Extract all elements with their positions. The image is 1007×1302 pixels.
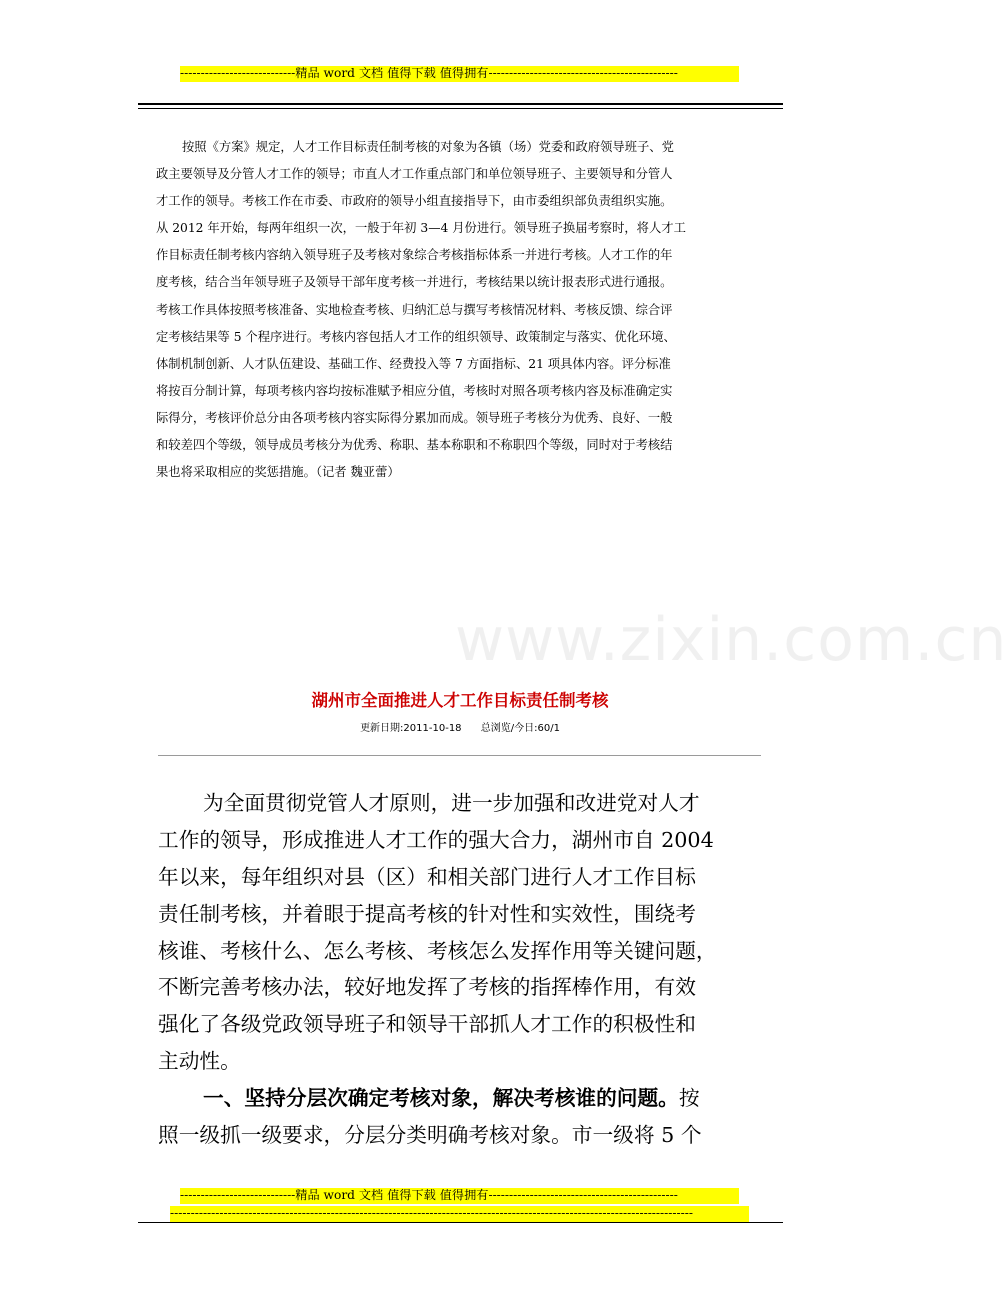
body-line: 强化了各级党政领导班子和领导干部抓人才工作的积极性和 <box>158 1012 696 1037</box>
intro-line: 度考核，结合当年领导班子及领导干部年度考核一并进行，考核结果以统计报表形式进行通报。 <box>156 275 673 290</box>
footer-banner-dashes <box>170 1206 749 1222</box>
body-line: 核谁、考核什么、怎么考核、考核怎么发挥作用等关键问题， <box>158 938 717 963</box>
body-line: 为全面贯彻党管人才原则，进一步加强和改进党对人才 <box>203 791 700 815</box>
body-line: 不断完善考核办法，较好地发挥了考核的指挥棒作用，有效 <box>158 975 696 1000</box>
intro-line: 定考核结果等 5 个程序进行。考核内容包括人才工作的组织领导、政策制定与落实、优化环境、 <box>156 329 676 344</box>
article-meta <box>0 721 920 737</box>
intro-line: 考核工作具体按照考核准备、实地检查考核、归纳汇总与撰写考核情况材料、考核反馈、综合评 <box>156 302 673 317</box>
body-line: 主动性。 <box>158 1049 241 1074</box>
article-title: 湖州市全面推进人才工作目标责任制考核 <box>311 691 609 710</box>
intro-line: 果也将采取相应的奖惩措施。（记者 魏亚蕾） <box>156 465 400 480</box>
intro-paragraph <box>156 134 768 486</box>
intro-line: 从 2012 年开始，每两年组织一次，一般于年初 3—4 月份进行。领导班子换届考察时，将人才工 <box>156 221 686 236</box>
header-banner <box>180 66 739 82</box>
intro-line: 按照《方案》规定，人才工作目标责任制考核的对象为各镇（场）党委和政府领导班子、党 <box>182 140 674 154</box>
footer-rule <box>138 1222 783 1223</box>
intro-line: 际得分，考核评价总分由各项考核内容实际得分累加而成。领导班子考核分为优秀、良好、一般 <box>156 410 673 425</box>
footer-banner-text: ----------------------------精品 word 文档 值得下载 值得拥有---------------------------------------------- <box>180 1188 678 1202</box>
article-body <box>158 785 768 1154</box>
watermark: www.zixin.com.cn <box>455 605 1007 675</box>
section-heading-line <box>158 1080 768 1117</box>
meta-divider <box>158 755 761 756</box>
footer-dashes-text: ------------------------------------------------------------------------------------------------------------------------------- <box>170 1206 693 1220</box>
body-line: 责任制考核，并着眼于提高考核的针对性和实效性，围绕考 <box>158 901 696 926</box>
header-rule-thick <box>138 103 783 105</box>
section-text: 按 <box>678 1086 700 1111</box>
intro-line: 作目标责任制考核内容纳入领导班子及考核对象综合考核指标体系一并进行考核。人才工作的年 <box>156 248 673 263</box>
body-line: 照一级抓一级要求，分层分类明确考核对象。市一级将 5 个 <box>158 1123 702 1148</box>
header-banner-text: ----------------------------精品 word 文档 值得下载 值得拥有---------------------------------------------- <box>180 66 678 80</box>
intro-line: 将按百分制计算，每项考核内容均按标准赋予相应分值，考核时对照各项考核内容及标准确定实 <box>156 383 673 398</box>
update-date: 更新日期:2011-10-18 <box>360 723 462 734</box>
intro-line: 政主要领导及分管人才工作的领导；市直人才工作重点部门和单位领导班子、主要领导和分管人 <box>156 167 673 182</box>
body-line: 工作的领导，形成推进人才工作的强大合力，湖州市自 2004 <box>158 827 714 852</box>
intro-line: 和较差四个等级，领导成员考核分为优秀、称职、基本称职和不称职四个等级，同时对于考核结 <box>156 438 673 453</box>
footer-banner <box>180 1188 739 1204</box>
section-heading: 一、坚持分层次确定考核对象，解决考核谁的问题。 <box>203 1086 679 1111</box>
body-line: 年以来，每年组织对县（区）和相关部门进行人才工作目标 <box>158 864 696 889</box>
view-count: 总浏览/今日:60/1 <box>480 723 560 734</box>
intro-line: 体制机制创新、人才队伍建设、基础工作、经费投入等 7 方面指标、21 项具体内容。评分标准 <box>156 356 671 371</box>
intro-line: 才工作的领导。考核工作在市委、市政府的领导小组直接指导下，由市委组织部负责组织实施。 <box>156 194 673 209</box>
header-rule-thin <box>138 108 783 109</box>
